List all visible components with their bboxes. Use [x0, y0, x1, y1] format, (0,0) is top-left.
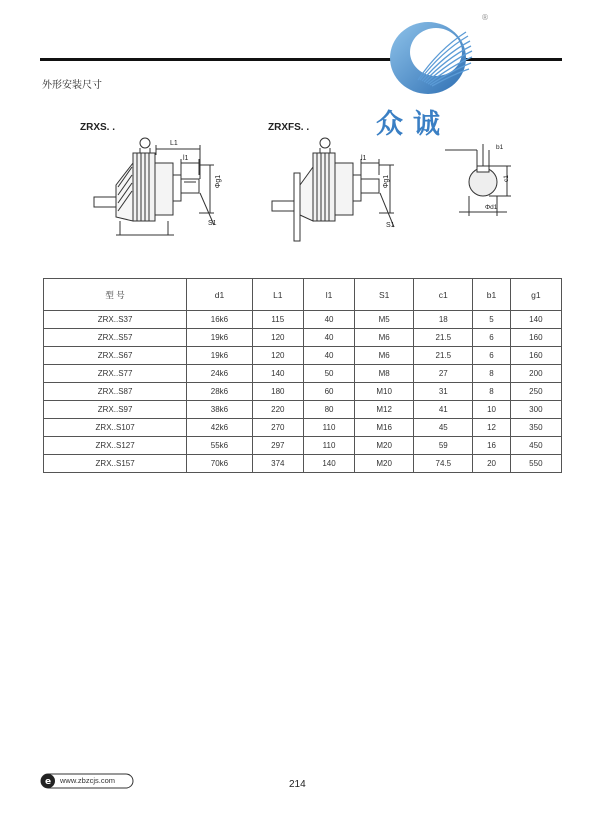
table-header-row	[44, 279, 562, 311]
table-cell: 110	[303, 437, 354, 455]
table-cell: 180	[252, 383, 303, 401]
table-cell: 120	[252, 347, 303, 365]
dim-g1-right: Φg1	[383, 174, 391, 189]
table-cell: 6	[473, 329, 510, 347]
table-cell: 70k6	[187, 455, 253, 473]
dimension-table	[43, 278, 562, 473]
dim-l1-right: l1	[361, 155, 367, 162]
brand-name: 众诚	[376, 109, 450, 140]
table-cell: M6	[355, 347, 414, 365]
table-cell: 8	[473, 383, 510, 401]
table-cell: 5	[473, 311, 510, 329]
table-cell: 120	[252, 329, 303, 347]
table-cell: 80	[303, 401, 354, 419]
table-cell: M5	[355, 311, 414, 329]
table-cell: M16	[355, 419, 414, 437]
table-cell: 18	[414, 311, 473, 329]
table-cell: ZRX..S77	[44, 365, 187, 383]
table-cell: 200	[510, 365, 561, 383]
table-cell: 19k6	[187, 329, 253, 347]
table-cell: M20	[355, 455, 414, 473]
table-cell: 140	[252, 365, 303, 383]
table-row	[44, 437, 562, 455]
table-cell: 350	[510, 419, 561, 437]
table-cell: 45	[414, 419, 473, 437]
table-row	[44, 401, 562, 419]
registered-mark: ®	[481, 13, 489, 22]
table-cell: 19k6	[187, 347, 253, 365]
table-cell: 74.5	[414, 455, 473, 473]
table-cell: 450	[510, 437, 561, 455]
table-cell: 21.5	[414, 329, 473, 347]
col-header: g1	[510, 279, 561, 311]
table-cell: 41	[414, 401, 473, 419]
table-row	[44, 365, 562, 383]
dim-S1-right: S1	[386, 222, 395, 229]
table-cell: 40	[303, 311, 354, 329]
dim-l1-left: l1	[183, 155, 189, 162]
table-cell: 140	[303, 455, 354, 473]
table-cell: ZRX..S127	[44, 437, 187, 455]
table-cell: 12	[473, 419, 510, 437]
table-cell: ZRX..S97	[44, 401, 187, 419]
table-row	[44, 455, 562, 473]
col-header: c1	[414, 279, 473, 311]
table-cell: 550	[510, 455, 561, 473]
table-cell: 59	[414, 437, 473, 455]
table-cell: ZRX..S67	[44, 347, 187, 365]
table-row	[44, 347, 562, 365]
table-cell: M12	[355, 401, 414, 419]
table-cell: 38k6	[187, 401, 253, 419]
table-cell: 21.5	[414, 347, 473, 365]
table-cell: 10	[473, 401, 510, 419]
table-cell: 28k6	[187, 383, 253, 401]
col-header: S1	[355, 279, 414, 311]
section-title: 外形安装尺寸	[42, 80, 102, 91]
table-cell: M6	[355, 329, 414, 347]
table-cell: 297	[252, 437, 303, 455]
col-header: b1	[473, 279, 510, 311]
table-cell: 250	[510, 383, 561, 401]
table-cell: ZRX..S107	[44, 419, 187, 437]
table-cell: 16k6	[187, 311, 253, 329]
dim-b1: b1	[496, 144, 504, 151]
dim-d1: Φd1	[485, 204, 498, 211]
table-cell: 374	[252, 455, 303, 473]
table-cell: 115	[252, 311, 303, 329]
table-row	[44, 329, 562, 347]
table-cell: 50	[303, 365, 354, 383]
table-cell: 20	[473, 455, 510, 473]
table-row	[44, 383, 562, 401]
table-row	[44, 419, 562, 437]
table-cell: 270	[252, 419, 303, 437]
drawing-label-zrxs: ZRXS. .	[80, 122, 116, 133]
table-cell: 60	[303, 383, 354, 401]
table-cell: 55k6	[187, 437, 253, 455]
table-cell: 27	[414, 365, 473, 383]
drawing-label-zrxfs: ZRXFS. .	[268, 122, 310, 133]
table-cell: 24k6	[187, 365, 253, 383]
svg-text:e: e	[44, 777, 52, 787]
table-cell: M20	[355, 437, 414, 455]
table-cell: 6	[473, 347, 510, 365]
table-cell: 42k6	[187, 419, 253, 437]
table-cell: 140	[510, 311, 561, 329]
dim-c1: c1	[502, 175, 510, 182]
dim-g1-left: Φg1	[215, 174, 223, 189]
table-cell: 40	[303, 329, 354, 347]
table-cell: 110	[303, 419, 354, 437]
page-number: 214	[289, 779, 306, 790]
table-cell: 16	[473, 437, 510, 455]
table-cell: 160	[510, 329, 561, 347]
table-cell: 220	[252, 401, 303, 419]
table-cell: M10	[355, 383, 414, 401]
col-header: 型 号	[44, 279, 187, 311]
col-header: L1	[252, 279, 303, 311]
zrxs-outline-drawing	[88, 135, 238, 245]
footer-website[interactable]: www.zbzcjs.com	[60, 776, 116, 785]
table-cell: ZRX..S37	[44, 311, 187, 329]
table-cell: 8	[473, 365, 510, 383]
table-cell: 31	[414, 383, 473, 401]
table-cell: 40	[303, 347, 354, 365]
dim-S1-left: S1	[208, 220, 217, 227]
table-row	[44, 311, 562, 329]
dim-L1-left: L1	[170, 140, 178, 147]
table-cell: ZRX..S57	[44, 329, 187, 347]
table-cell: M8	[355, 365, 414, 383]
col-header: l1	[303, 279, 354, 311]
table-cell: ZRX..S157	[44, 455, 187, 473]
table-cell: ZRX..S87	[44, 383, 187, 401]
col-header: d1	[187, 279, 253, 311]
table-cell: 300	[510, 401, 561, 419]
table-cell: 160	[510, 347, 561, 365]
